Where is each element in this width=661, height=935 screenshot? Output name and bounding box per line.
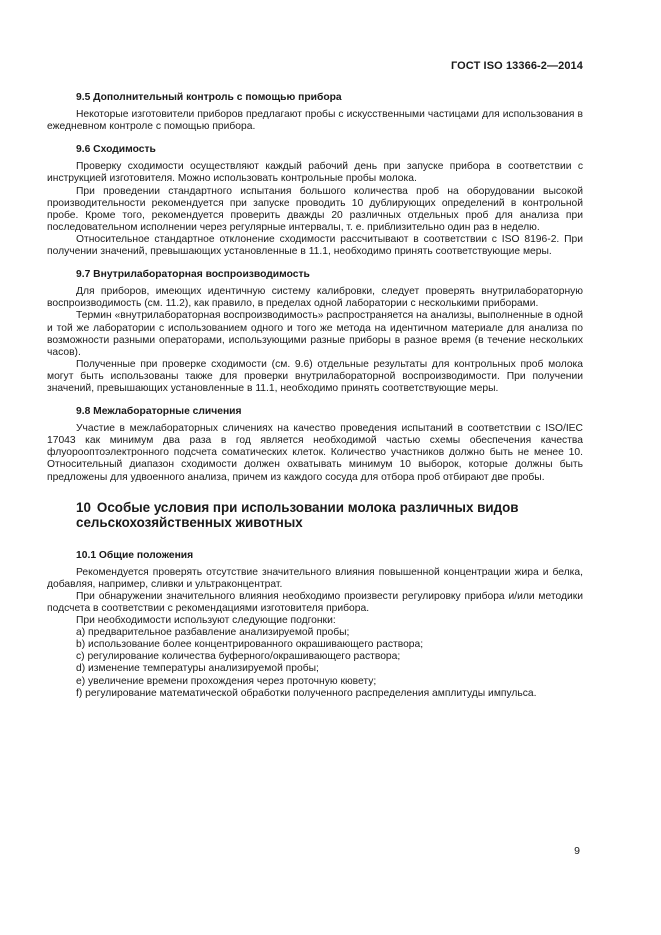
document-body	[47, 92, 583, 711]
list-item: d) изменение температуры анализируемой пробы;	[76, 663, 319, 675]
paragraph: При обнаружении значительного влияния необходимо произвести регулировку прибора и/или методики подсчета в соответствии с рекомендациями изготовителя прибора.	[47, 590, 583, 614]
chapter-title: Особые условия при использовании молока различных видов сельскохозяйственных животных	[76, 499, 519, 531]
paragraph: Относительное стандартное отклонение сходимости рассчитывают в соответствии с ISO 8196-2. При получении значений, превышающих установленные в 11.1, необходимо принять соответствующие меры.	[47, 233, 583, 258]
section-9-6	[47, 144, 583, 258]
paragraph: Участие в межлабораторных сличениях на качество проведения испытаний в соответствии с ISO/IEC 17043 как минимум два раза в год является необходимой частью схемы обеспечения качества флуорооптоэлектронного подсчета соматических клеток. Количество участников должно быть не менее 10. Относительный диапазон сходимости должен охватывать минимум 10 выборок, которые должны быть предложены для удвоенного анализа, причем из каждого сосуда для отбора проб отбирают две пробы.	[47, 423, 583, 483]
section-9-5	[47, 92, 583, 133]
section-heading: 9.7 Внутрилабораторная воспроизводимость	[76, 269, 310, 281]
chapter-number: 10	[76, 499, 91, 515]
section-10-1	[47, 550, 583, 700]
paragraph: При проведении стандартного испытания большого количества проб на оборудовании высокой производительности рекомендуется при запуске проводить 10 дублирующих определений в контрольной пробе. Кроме того, рекомендуется проверить дважды 20 различных отдельных проб для анализа при последовательном исполнении через регулярные интервалы, т. е. приблизительно один раз в неделю.	[47, 185, 583, 233]
standard-code-header: ГОСТ ISO 13366-2—2014	[450, 60, 583, 72]
paragraph: Для приборов, имеющих идентичную систему калибровки, следует проверять внутрилабораторную воспроизводимость (см. 11.2), как правило, в пределах одной лаборатории с несколькими приборами.	[47, 286, 583, 310]
section-heading: 9.6 Сходимость	[76, 144, 156, 156]
list-item: f) регулирование математической обработки полученного распределения амплитуды импульса.	[76, 687, 537, 699]
list-item: b) использование более концентрированного окрашивающего раствора;	[76, 639, 424, 651]
section-heading: 10.1 Общие положения	[76, 549, 194, 561]
list-item: a) предварительное разбавление анализируемой пробы;	[76, 627, 350, 639]
paragraph: Проверку сходимости осуществляют каждый рабочий день при запуске прибора в соответствии с инструкцией изготовителя. Можно использовать контрольные пробы молока.	[47, 161, 583, 185]
section-9-7	[47, 269, 583, 395]
paragraph: Полученные при проверке сходимости (см. 9.6) отдельные результаты для контрольных проб молока могут быть использованы также для проверки внутрилабораторной воспроизводимости. При получении значений, превышающих установленные в 11.1, необходимо принять соответствующие меры.	[47, 358, 583, 394]
paragraph: Термин «внутрилабораторная воспроизводимость» распространяется на анализы, выполненные в одной и той же лаборатории с использованием одного и того же метода на идентичном материале для анализа по возможности разными операторами, использующими разные приборы в разное время (в течение нескольких часов).	[47, 310, 583, 358]
section-9-8	[47, 406, 583, 484]
list-item: e) увеличение времени прохождения через проточную кювету;	[76, 675, 377, 687]
chapter-10-heading	[47, 500, 583, 531]
list-item: c) регулирование количества буферного/окрашивающего раствора;	[76, 651, 401, 663]
paragraph: Рекомендуется проверять отсутствие значительного влияния повышенной концентрации жира и белка, добавляя, например, сливки и ультраконцентрат.	[47, 566, 583, 590]
paragraph: При необходимости используют следующие подгонки:	[76, 615, 336, 627]
section-heading: 9.8 Межлабораторные сличения	[76, 406, 242, 418]
paragraph: Некоторые изготовители приборов предлагают пробы с искусственными частицами для использования в ежедневном контроле с помощью прибора.	[47, 109, 583, 133]
section-heading: 9.5 Дополнительный контроль с помощью прибора	[76, 92, 342, 103]
page-number: 9	[574, 845, 580, 857]
